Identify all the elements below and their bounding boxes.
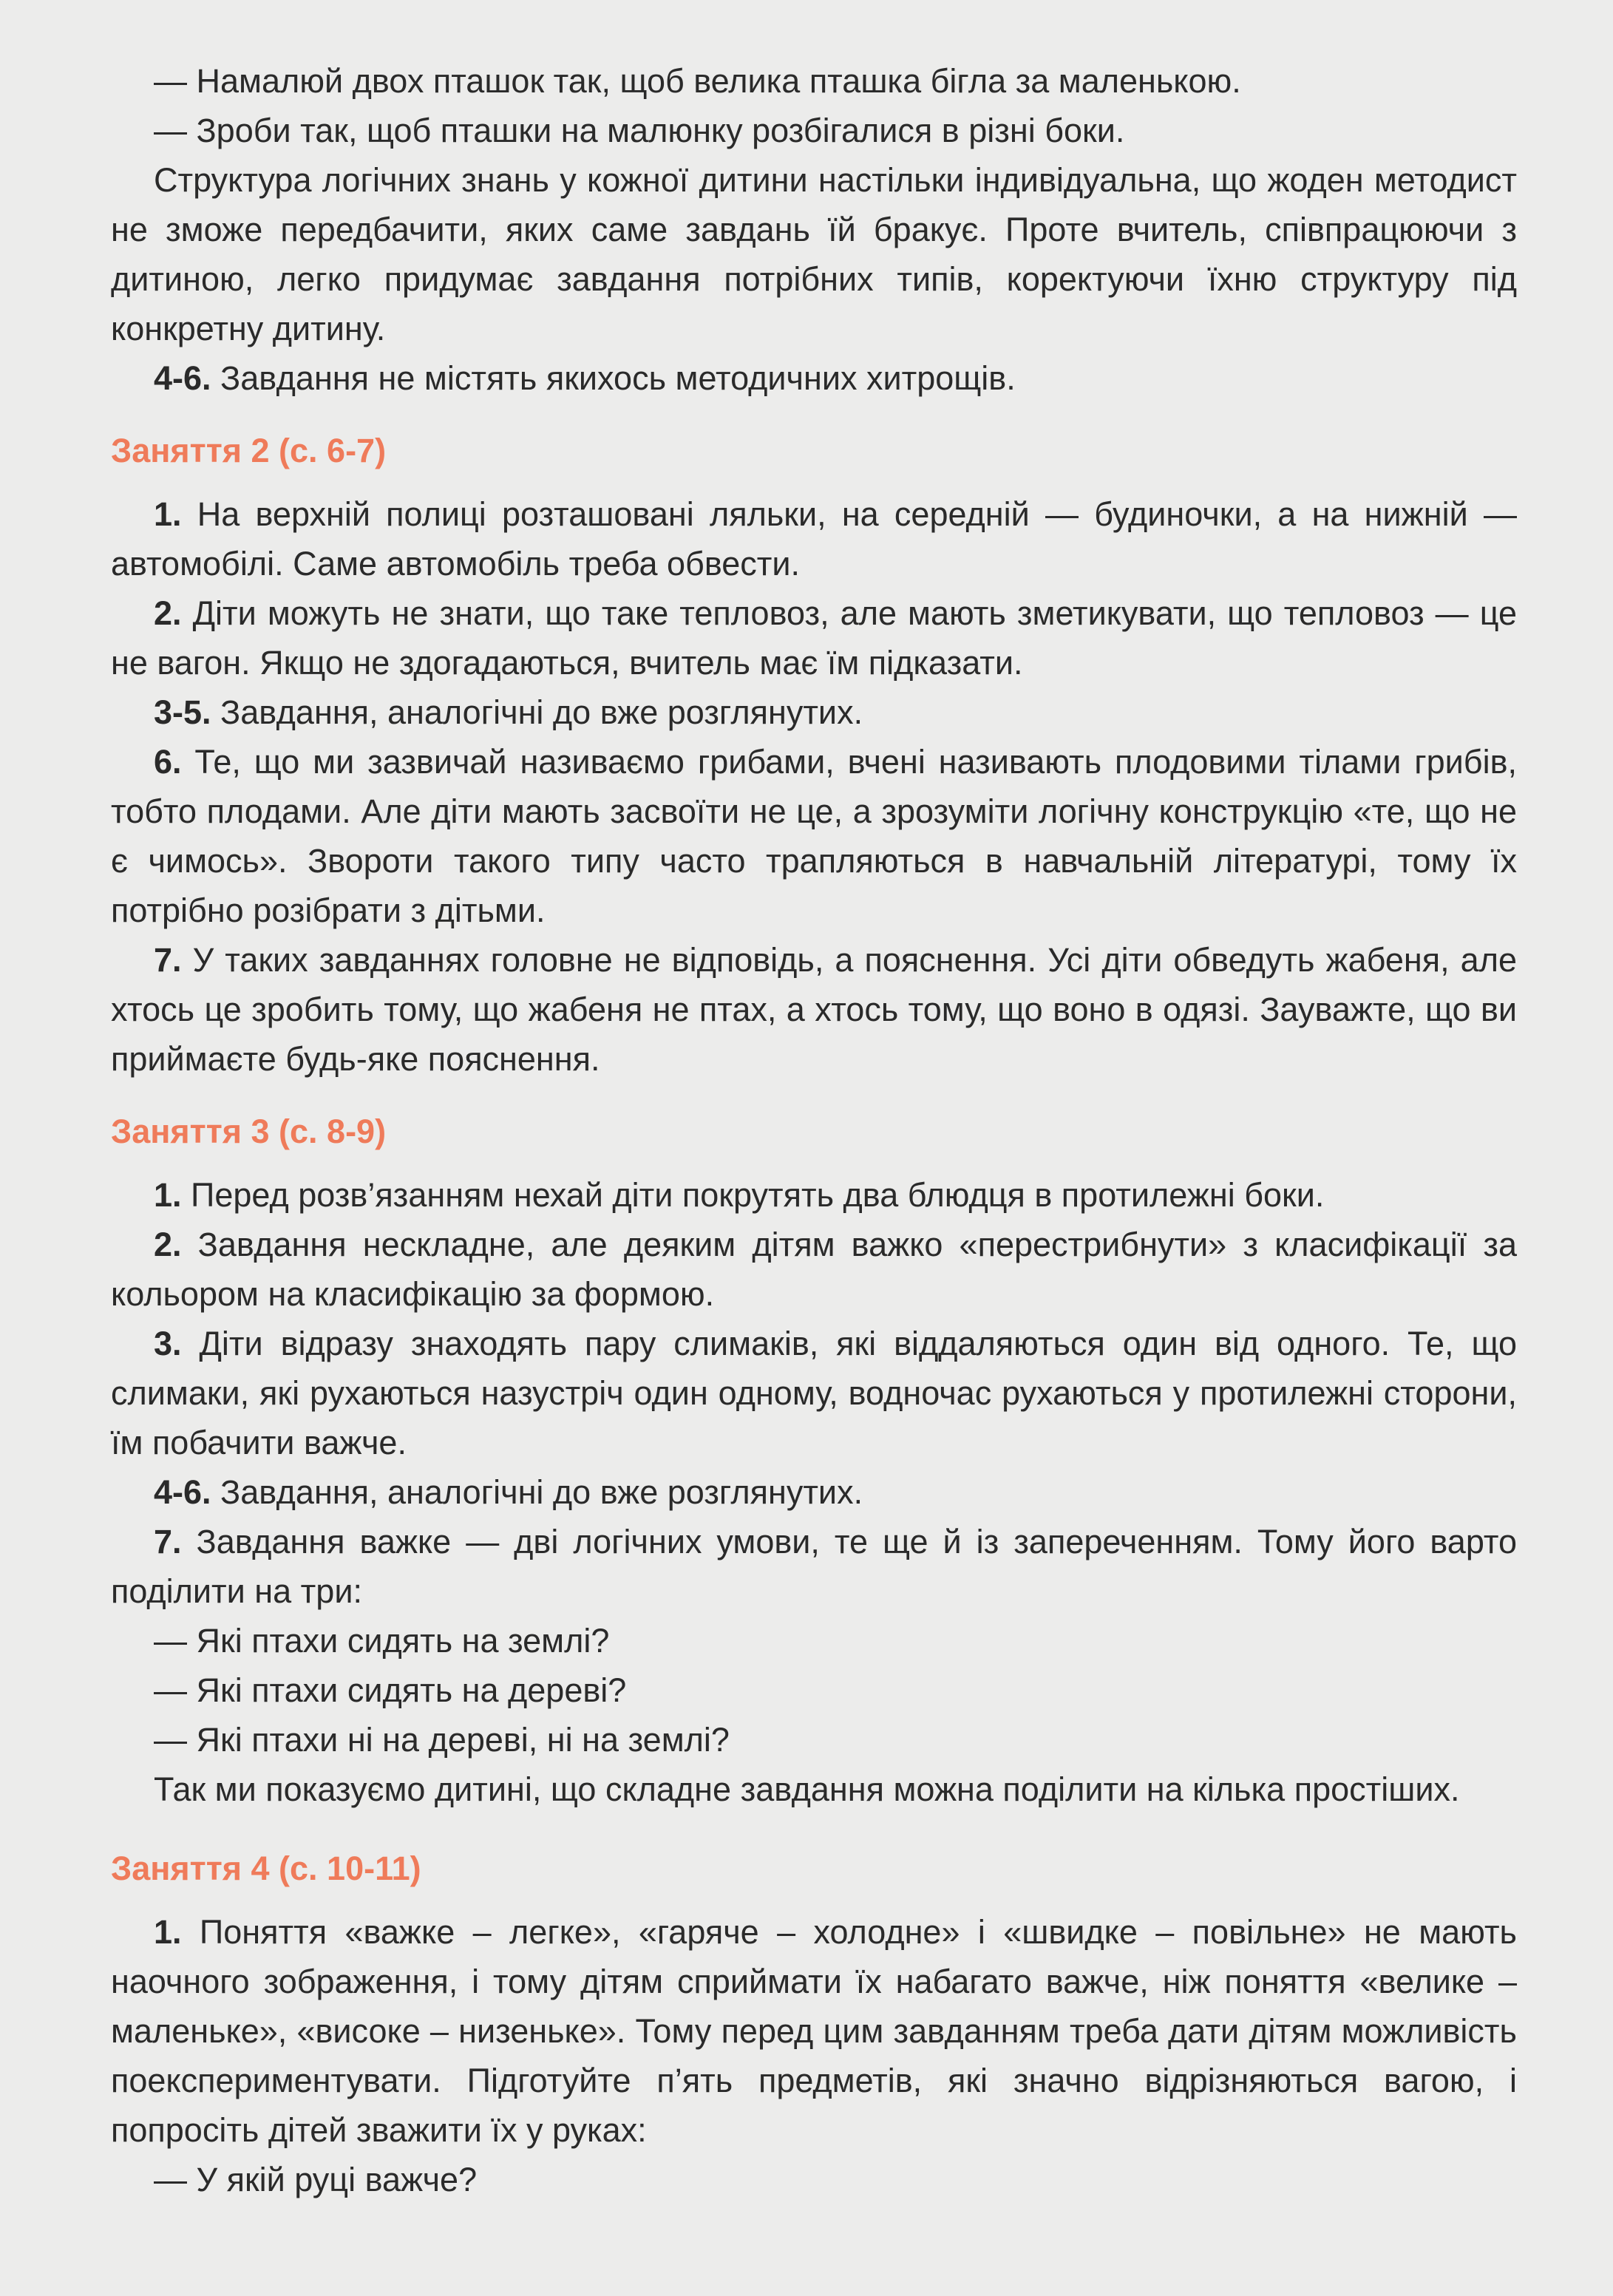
item-paragraph [111, 1517, 1517, 1616]
question-line: — Які птахи ні на дереві, ні на землі? [154, 1721, 730, 1759]
section-heading: Заняття 3 (с. 8-9) [111, 1113, 387, 1150]
item-paragraph [111, 1170, 1517, 1220]
item-text: Завдання, аналогічні до вже розглянутих. [211, 693, 863, 731]
item-paragraph [111, 687, 1517, 737]
item-number: 2. [154, 1226, 182, 1263]
item-number: 7. [154, 941, 182, 979]
item-text: Те, що ми зазвичай називаємо грибами, вчені називають плодовими тілами грибів, тобто плодами. Але діти мають засвоїти не це, а зрозуміти логічну конструкцію «те, що не є чимось». Звороти такого типу часто трапляються в навчальній літературі, тому їх потрібно розібрати з дітьми. [111, 743, 1517, 929]
question-line: — У якій руці важче? [154, 2161, 478, 2198]
item-paragraph [111, 1319, 1517, 1467]
body-paragraph: Структура логічних знань у кожної дитини настільки індивідуальна, що жоден методист не зможе передбачити, яких саме завдань їй бракує. Проте вчитель, співпрацюючи з дитиною, легко придумає завдання потрібних типів, коректуючи їхню структуру під конкретну дитину. [111, 161, 1517, 347]
item-paragraph [111, 353, 1517, 403]
question-line: — Які птахи сидять на землі? [154, 1622, 610, 1660]
item-number: 4-6. [154, 1473, 211, 1511]
item-text: Завдання, аналогічні до вже розглянутих. [211, 1473, 863, 1511]
dialogue-line: — Намалюй двох пташок так, щоб велика пташка бігла за маленькою. [154, 62, 1241, 100]
item-number: 2. [154, 594, 182, 632]
question-line: — Які птахи сидять на дереві? [154, 1671, 627, 1709]
item-paragraph [111, 489, 1517, 588]
item-text: У таких завданнях головне не відповідь, а пояснення. Усі діти обведуть жабеня, але хтось це зробить тому, що жабеня не птах, а хтось тому, що воно в одязі. Зауважте, що ви приймаєте будь-яке пояснення. [111, 941, 1517, 1078]
item-text: Перед розв’язанням нехай діти покрутять два блюдця в протилежні боки. [181, 1176, 1325, 1214]
item-paragraph [111, 737, 1517, 935]
body-paragraph: Так ми показуємо дитині, що складне завдання можна поділити на кілька простіших. [154, 1770, 1460, 1808]
item-text: Діти можуть не знати, що таке тепловоз, але мають зметикувати, що тепловоз — це не вагон. Якщо не здогадаються, вчитель має їм підказати. [111, 594, 1517, 682]
section-heading: Заняття 4 (с. 10-11) [111, 1850, 421, 1887]
item-paragraph [111, 935, 1517, 1084]
item-number: 3. [154, 1325, 182, 1362]
item-text: Завдання важке — дві логічних умови, те ще й із запереченням. Тому його варто поділити на три: [111, 1523, 1517, 1610]
dialogue-line: — Зроби так, щоб пташки на малюнку розбігалися в різні боки. [154, 112, 1125, 149]
item-text: На верхній полиці розташовані ляльки, на середній — будиночки, а на нижній — автомобілі. Саме автомобіль треба обвести. [111, 495, 1517, 583]
item-number: 1. [154, 1913, 182, 1951]
item-paragraph [111, 1467, 1517, 1517]
item-text: Діти відразу знаходять пару слимаків, які віддаляються один від одного. Те, що слимаки, які рухаються назустріч один одному, водночас рухаються у протилежні сторони, їм побачити важче. [111, 1325, 1517, 1461]
item-number: 1. [154, 495, 182, 533]
item-text: Завдання не містять якихось методичних хитрощів. [211, 359, 1016, 397]
item-paragraph [111, 588, 1517, 687]
item-paragraph [111, 1220, 1517, 1319]
section-heading: Заняття 2 (с. 6-7) [111, 432, 387, 469]
item-number: 6. [154, 743, 182, 781]
item-text: Завдання нескладне, але деяким дітям важко «перестрибнути» з класифікації за кольором на класифікацію за формою. [111, 1226, 1517, 1313]
item-paragraph [111, 1907, 1517, 2155]
item-number: 7. [154, 1523, 182, 1560]
item-number: 1. [154, 1176, 182, 1214]
item-text: Поняття «важке – легке», «гаряче – холодне» і «швидке – повільне» не мають наочного зображення, і тому дітям сприймати їх набагато важче, ніж поняття «велике – маленьке», «високе – низеньке». Тому перед цим завданням треба дати дітям можливість поекспериментувати. Підготуйте п’ять предметів, які значно відрізняються вагою, і попросіть дітей зважити їх у руках: [111, 1913, 1517, 2149]
item-number: 3-5. [154, 693, 211, 731]
item-number: 4-6. [154, 359, 211, 397]
